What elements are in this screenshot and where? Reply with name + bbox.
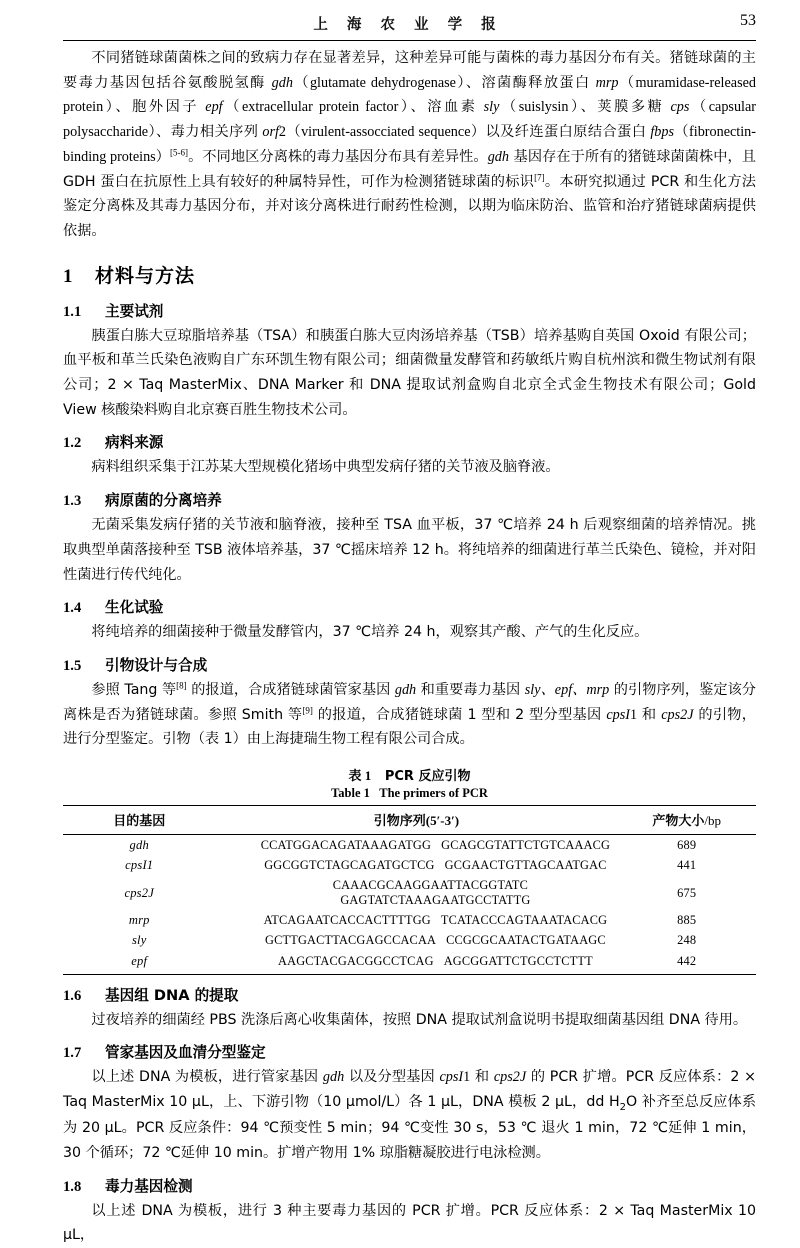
table-1-title-cn: PCR 反应引物 xyxy=(384,769,471,785)
subsection-1-3-number: 1.3 xyxy=(63,493,82,510)
table-row xyxy=(63,911,756,931)
subsection-1-4-title: 生化试验 xyxy=(105,599,164,617)
primer-reverse: GCGAACTGTTAGCAATGAC xyxy=(444,857,607,872)
subsection-heading-1-5 xyxy=(63,654,756,675)
subsection-1-8-body: 以上述 DNA 为模板，进行 3 种主要毒力基因的 PCR 扩增。PCR 反应体系：2 × Taq MasterMix 10 μL， xyxy=(63,1202,756,1244)
column-header-sequence xyxy=(215,806,617,835)
gene-name-suffix: I1 xyxy=(142,857,154,872)
subsection-heading-1-8 xyxy=(63,1175,756,1196)
column-header-sequence-range: (5′-3′) xyxy=(425,813,460,829)
gene-name-italic: cps xyxy=(124,885,142,900)
subsection-1-1-title: 主要试剂 xyxy=(105,302,164,320)
gene-orf2: orf xyxy=(262,124,279,141)
gene-epf: epf xyxy=(205,99,223,116)
primer-reverse: TCATACCCAGTAAATACACG xyxy=(440,913,608,928)
intro-text-i: 。不同地区分离株的毒力基因分布具有差异性。 xyxy=(188,148,488,165)
subsection-1-1-number: 1.1 xyxy=(63,303,82,320)
column-header-size-main: 产物大小 xyxy=(652,814,705,830)
s15-gene-cps2J: cps2J xyxy=(661,706,694,723)
cell-product-size: 248 xyxy=(677,933,697,948)
column-header-gene: 目的基因 xyxy=(63,806,215,835)
gene-sly: sly xyxy=(483,99,500,116)
s15-text-e: 的报道，合成猪链球菌 1 型和 2 型分型基因 xyxy=(312,706,607,723)
s17-text-b: 以及分型基因 xyxy=(344,1069,440,1086)
gene-name-suffix: 2J xyxy=(141,885,154,900)
reference-marker-9: [9] xyxy=(302,704,313,715)
column-header-sequence-main: 引物序列 xyxy=(373,814,426,830)
s15-text-g: 的引物，进行分型鉴定。引物（表 1）由上海捷瑞生物工程有限公司合成。 xyxy=(63,706,756,748)
subsection-1-3-body: 无菌采集发病仔猪的关节液和脑脊液，接种至 TSA 血平板，37 ℃培养 24 h 后观察细菌的培养情况。挑取典型单菌落接种至 TSB 液体培养基，37 ℃摇床培养 12 h。将纯培养的细菌进行革兰氏染色、镜检，并对阳性菌进行传代纯化。 xyxy=(63,517,756,583)
gene-name-italic: gdh xyxy=(129,837,149,852)
subsection-1-7-number: 1.7 xyxy=(63,1045,82,1062)
cell-product-size: 441 xyxy=(677,857,697,872)
gene-name-italic: mrp xyxy=(128,913,150,928)
page-header xyxy=(0,0,800,46)
intro-paragraph xyxy=(63,46,756,244)
primer-forward: GGCGGTCTAGCAGATGCTCG xyxy=(264,857,435,872)
reference-marker-8: [8] xyxy=(176,680,187,691)
s17-text-c: 和 xyxy=(470,1069,494,1086)
s15-text-d: 的引物序列，鉴定该分离株是否为猪链球菌。参照 Smith 等 xyxy=(63,681,756,723)
cell-primer-sequence xyxy=(215,855,617,875)
page-number: 53 xyxy=(740,12,756,29)
s17-gene-cpsI: cpsI xyxy=(439,1069,464,1086)
gene-cps: cps xyxy=(670,99,690,116)
section-1-title: 材料与方法 xyxy=(95,264,196,287)
intro-text-c: （muramidase-released protein）、胞外因子 xyxy=(63,74,756,116)
gene-gdh: gdh xyxy=(271,74,293,91)
cell-target-gene xyxy=(63,931,215,951)
subsection-1-7-title: 管家基因及血清分型鉴定 xyxy=(105,1044,266,1062)
subsection-1-2-title: 病料来源 xyxy=(105,434,164,452)
table-row xyxy=(63,931,756,951)
water-subscript: 2 xyxy=(619,1101,627,1113)
intro-text-a: 不同猪链球菌菌株之间的致病力存在显著差异，这种差异可能与菌株的毒力基因分布有关。猪链球菌的主要毒力基因包括谷氨酸脱氢酶 xyxy=(63,50,756,91)
subsection-1-2-body: 病料组织采集于江苏某大型规模化猪场中典型发病仔猪的关节液及脑脊液。 xyxy=(91,459,560,476)
table-row xyxy=(63,855,756,875)
s15-text-c: 和重要毒力基因 xyxy=(416,681,525,698)
s17-text-a: 以上述 DNA 为模板，进行管家基因 xyxy=(91,1069,323,1086)
subsection-1-8-title: 毒力基因检测 xyxy=(105,1177,193,1195)
subsection-1-6-body: 过夜培养的细菌经 PBS 洗涤后离心收集菌体，按照 DNA 提取试剂盒说明书提取细菌基因组 DNA 待用。 xyxy=(91,1011,748,1028)
subsection-1-8-number: 1.8 xyxy=(63,1178,82,1195)
page-content xyxy=(0,46,800,1248)
gene-fbps: fbps xyxy=(650,124,674,141)
cell-product-size: 885 xyxy=(677,913,697,928)
cell-primer-sequence xyxy=(215,951,617,974)
subsection-1-3-title: 病原菌的分离培养 xyxy=(105,492,222,510)
primer-reverse: GCAGCGTATTCTGTCAAACG xyxy=(441,837,611,852)
cell-product-size: 675 xyxy=(677,885,697,900)
gene-gdh-2: gdh xyxy=(487,148,509,165)
cell-primer-sequence xyxy=(215,931,617,951)
subsection-1-1-body: 胰蛋白胨大豆琼脂培养基（TSA）和胰蛋白胨大豆肉汤培养基（TSB）培养基购自英国 Oxoid 有限公司；血平板和革兰氏染色液购自广东环凯生物有限公司；细菌微量发酵管和药敏纸片购自杭州滨和微生物试剂有限公司；2 × Taq MasterMix、DNA Marker 和 DNA 提取试剂盒购自北京全式金生物技术有限公司；Gold View 核酸染料购自北京赛百胜生物技术公司。 xyxy=(63,327,756,418)
cell-primer-sequence xyxy=(215,835,617,856)
intro-text-h: （fibronectin-binding proteins） xyxy=(63,124,757,165)
s15-gene-cpsI-num: 1 xyxy=(629,706,638,723)
cell-target-gene xyxy=(63,875,215,910)
table-1-title-en: The primers of PCR xyxy=(379,786,488,801)
primer-reverse: CCGCGCAATACTGATAAGC xyxy=(446,933,606,948)
column-header-size-unit: /bp xyxy=(704,813,722,829)
subsection-heading-1-3 xyxy=(63,489,756,510)
subsection-1-6-title: 基因组 DNA 的提取 xyxy=(105,986,239,1004)
section-heading-1 xyxy=(63,261,756,288)
gene-orf2-num: 2 xyxy=(278,124,287,141)
subsection-1-2-number: 1.2 xyxy=(63,435,82,452)
gene-mrp: mrp xyxy=(595,74,619,91)
primer-forward: GCTTGACTTACGAGCCACAA xyxy=(265,933,437,948)
table-header-row xyxy=(63,806,756,835)
gene-name-italic: sly xyxy=(131,933,147,948)
subsection-heading-1-1 xyxy=(63,300,756,321)
s15-gene-cpsI: cpsI xyxy=(606,706,630,723)
cell-target-gene xyxy=(63,855,215,875)
primers-table-head xyxy=(63,806,756,835)
intro-text-e: （suislysin）、荚膜多糖 xyxy=(499,99,671,116)
reference-marker-5-6: [5-6] xyxy=(170,147,189,158)
intro-text-k: 。本研究拟通过 PCR 和生化方法鉴定分离株及其毒力基因分布，并对该分离株进行耐药性检测，以期为临床防治、监管和治疗猪链球菌病提供依据。 xyxy=(63,173,756,239)
subsection-heading-1-6 xyxy=(63,984,756,1005)
table-1-label-en: Table 1 xyxy=(331,786,370,801)
subsection-1-5-body xyxy=(63,678,756,752)
intro-text-d: （extracellular protein factor）、溶血素 xyxy=(222,99,484,116)
table-row xyxy=(63,875,756,910)
subsection-1-5-number: 1.5 xyxy=(63,657,82,674)
subsection-heading-1-7 xyxy=(63,1041,756,1062)
primer-forward: ATCAGAATCACCACTTTTGG xyxy=(263,913,431,928)
journal-title: 上 海 农 业 学 报 xyxy=(313,17,503,33)
subsection-heading-1-2 xyxy=(63,431,756,452)
table-1-caption-en xyxy=(63,786,756,801)
subsection-1-4-number: 1.4 xyxy=(63,600,82,617)
table-1-caption-cn xyxy=(63,765,756,784)
cell-product-size: 442 xyxy=(617,951,756,974)
table-1-block xyxy=(63,765,756,975)
cell-primer-sequence xyxy=(215,911,617,931)
primer-reverse: GAGTATCTAAAGAATGCCTATTG xyxy=(340,893,531,908)
subsection-1-6-number: 1.6 xyxy=(63,987,82,1004)
reference-marker-7: [7] xyxy=(534,171,545,182)
primer-forward: CCATGGACAGATAAAGATGG xyxy=(260,837,432,852)
table-1-label-cn: 表 1 xyxy=(348,768,372,784)
intro-text-j: 基因存在于所有的猪链球菌菌株中，且 GDH 蛋白在抗原性上具有较好的种属特异性，可作为检测猪链球菌的标识 xyxy=(63,148,756,190)
s17-text-d: 的 PCR 扩增。PCR 反应体系：2 × Taq MasterMix 10 μL，上、下游引物（10 μmol/L）各 1 μL，DNA 模板 2 μL，dd H xyxy=(63,1069,756,1110)
header-divider xyxy=(63,40,756,41)
subsection-heading-1-4 xyxy=(63,596,756,617)
cell-target-gene xyxy=(63,951,215,974)
cell-primer-sequence xyxy=(215,875,617,910)
section-1-number: 1 xyxy=(63,265,74,287)
gene-name-italic: cps xyxy=(125,857,143,872)
subsection-1-5-title: 引物设计与合成 xyxy=(105,656,208,674)
column-header-size xyxy=(617,806,756,835)
table-row xyxy=(63,951,756,974)
s17-gene-cpsI-num: 1 xyxy=(463,1069,471,1086)
primers-table xyxy=(63,805,756,975)
primer-reverse: AGCGGATTCTGCCTCTTT xyxy=(443,953,593,968)
s15-gene-gdh: gdh xyxy=(394,681,417,698)
intro-text-b: （glutamate dehydrogenase）、溶菌酶释放蛋白 xyxy=(292,74,596,91)
cell-target-gene xyxy=(63,835,215,856)
gene-name-italic: epf xyxy=(131,953,148,968)
intro-text-g: （virulent-assocciated sequence）以及纤连蛋白原结合蛋白 xyxy=(286,124,651,141)
s17-gene-gdh: gdh xyxy=(322,1069,345,1086)
s15-text-f: 和 xyxy=(637,706,662,723)
s17-gene-cps2J: cps2J xyxy=(493,1069,527,1086)
s15-text-b: 的报道，合成猪链球菌管家基因 xyxy=(186,681,395,698)
s15-gene-list: sly、epf、mrp xyxy=(524,681,610,698)
cell-target-gene xyxy=(63,911,215,931)
primer-forward: AAGCTACGACGGCCTCAG xyxy=(278,953,434,968)
primers-table-body xyxy=(63,835,756,975)
cell-product-size: 689 xyxy=(677,837,697,852)
intro-text-f: （capsular polysaccharide）、毒力相关序列 xyxy=(63,99,757,141)
s15-text-a: 参照 Tang 等 xyxy=(91,681,177,698)
table-row xyxy=(63,835,756,856)
primer-forward: CAAACGCAAGGAATTACGGTATC xyxy=(332,878,529,893)
s17-text-e: O 补齐至总反应体系为 20 μL。PCR 反应条件：94 ℃预变性 5 min；94 ℃变性 30 s，53 ℃ 退火 1 min，72 ℃延伸 1 min，30 个循环；72 ℃延伸 10 min。扩增产物用 1% 琼脂糖凝胶进行电泳检测。 xyxy=(63,1094,757,1161)
subsection-1-7-body xyxy=(63,1065,756,1165)
subsection-1-4-body: 将纯培养的细菌接种于微量发酵管内，37 ℃培养 24 h，观察其产酸、产气的生化反应。 xyxy=(91,624,649,641)
